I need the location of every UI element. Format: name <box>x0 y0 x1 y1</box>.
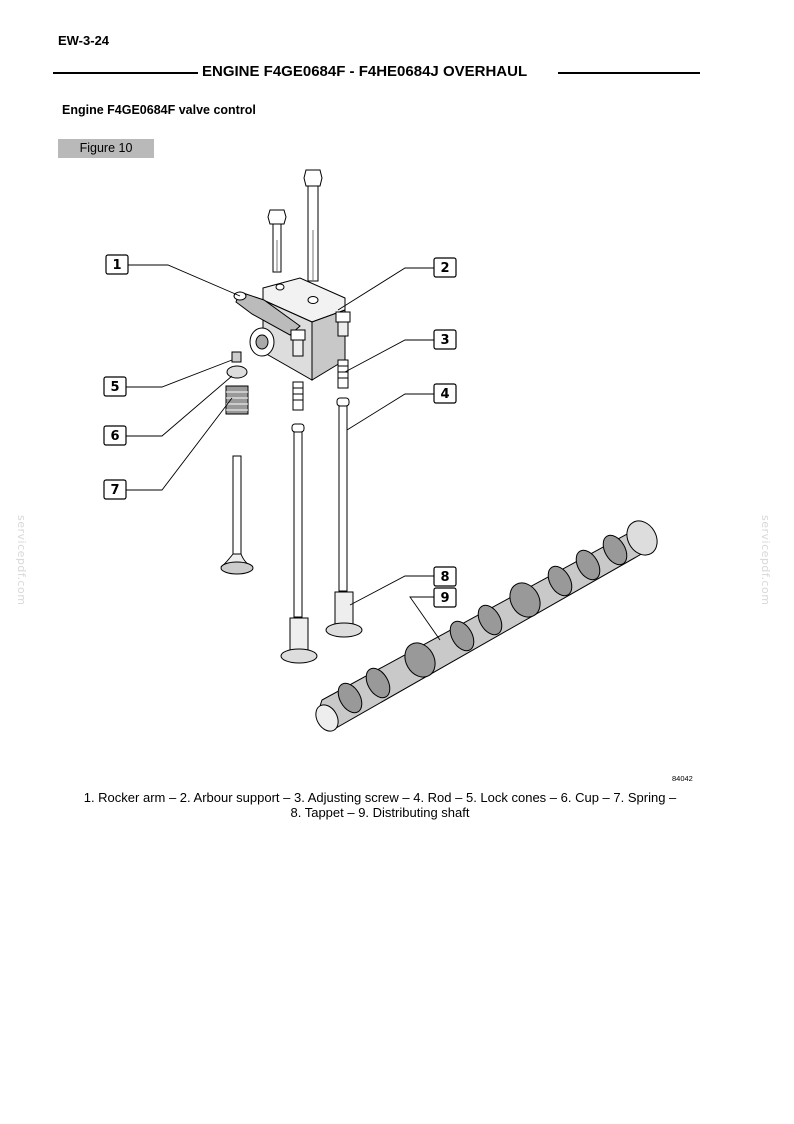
callout-7 <box>104 480 126 499</box>
callout-9 <box>434 588 456 607</box>
watermark-right: servicepdf.com <box>759 515 772 606</box>
figure-code: 84042 <box>672 774 693 783</box>
watermark-left: servicepdf.com <box>15 515 28 606</box>
camshaft-part <box>311 515 663 735</box>
tappet-part <box>281 592 362 663</box>
page-header-title: ENGINE F4GE0684F - F4HE0684J OVERHAUL <box>202 63 528 80</box>
callout-1-label: 1 <box>112 258 122 273</box>
callout-6 <box>104 426 126 445</box>
valve-part <box>221 456 253 574</box>
callout-5 <box>104 377 126 396</box>
caption-line-2: 8. Tappet – 9. Distributing shaft <box>290 805 470 820</box>
rocker-assembly-part <box>234 278 350 380</box>
callout-2-label: 2 <box>440 261 450 276</box>
callout-6-label: 6 <box>110 429 120 444</box>
section-title: Engine F4GE0684F valve control <box>62 103 256 117</box>
figure-label: Figure 10 <box>58 139 154 158</box>
callout-4-label: 4 <box>440 387 450 402</box>
callout-8-label: 8 <box>440 570 450 585</box>
callout-3-label: 3 <box>440 333 450 348</box>
caption-line-1: 1. Rocker arm – 2. Arbour support – 3. Adjusting screw – 4. Rod – 5. Lock cones – 6. Cup – 7. Spring – <box>83 790 677 805</box>
figure-caption <box>60 790 700 820</box>
page-id: EW-3-24 <box>58 33 110 48</box>
callout-7-label: 7 <box>110 483 120 498</box>
push-rod-part <box>292 398 349 617</box>
short-bolt-part <box>268 210 286 272</box>
callout-4 <box>434 384 456 403</box>
callout-2 <box>434 258 456 277</box>
callout-5-label: 5 <box>110 380 120 395</box>
callout-3 <box>434 330 456 349</box>
callout-8 <box>434 567 456 586</box>
callout-9-label: 9 <box>440 591 450 606</box>
long-bolt-part <box>304 170 322 281</box>
callout-1 <box>106 255 128 274</box>
